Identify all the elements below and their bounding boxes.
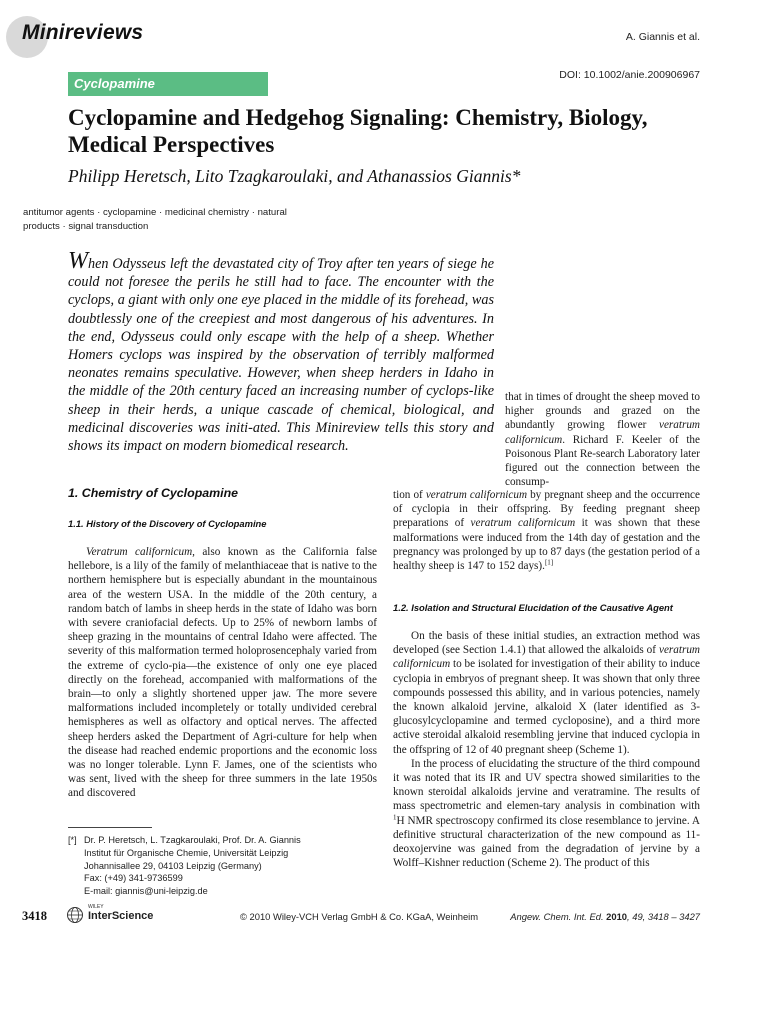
right-column-continuation: tion of veratrum californicum by pregnant sheep and the occurrence of cyclopia in their offspring. By feeding pregnant sheep preparations of veratrum californicum it was shown that these malformations were induced from the 14th day of gestation and the pregnancy was prolonged by up to 87 days (the gestation period of a healthy sheep is 147 to 152 days).[1]	[393, 489, 700, 573]
footnote-line: Johannisallee 29, 04103 Leipzig (Germany)	[84, 860, 262, 871]
journal-citation: Angew. Chem. Int. Ed. 2010, 49, 3418 – 3427	[510, 911, 700, 922]
doi-link[interactable]: DOI: 10.1002/anie.200906967	[559, 69, 700, 81]
topic-tag: Cyclopamine	[74, 76, 155, 91]
section-heading: 1. Chemistry of Cyclopamine	[68, 486, 239, 500]
body-paragraph: On the basis of these initial studies, an extraction method was developed (see Section 1.4.1) that allowed the alkaloids of veratrum californicum to be isolated for investigation of their ability to induce cyclopia in embryos of pregnant sheep. It was shown that only three compounds possessed this ability, and in various potencies, namely the known alkaloid jervine, alkaloid X (later identified as 3-glucosylcyclopamine and termed cycloposine), and a third more active steroidal alkaloid resembling jervine that induced cyclopia in the offspring of 12 of 40 pregnant sheep (Scheme 1).	[393, 630, 700, 756]
running-authors: A. Giannis et al.	[625, 31, 700, 43]
copyright: © 2010 Wiley-VCH Verlag GmbH & Co. KGaA, Weinheim	[240, 911, 479, 922]
abstract-text: hen Odysseus left the devastated city of Troy after ten years of siege he could not foresee the perils he still had to face. The encounter with the cyclops, a giant with only one eye placed in the middle of its forehead, was doubtlessly one of the creepiest and most dangerous of his adventures. In the end, Odysseus could only escape with the help of a sheep. Whether Homers cyclops was inspired by the observation of terribly malformed neonates remains speculative. However, when sheep herders in Idaho in the middle of the 20th century faced an increasing number of cyclops-like sheep in their herds, a unique cascade of chemical, biological, and medicinal discoveries was initi-ated. This Minireview tells this story and shows its impact on modern biomedical research.	[68, 256, 494, 455]
article-title: Cyclopamine and Hedgehog Signaling: Chemistry, Biology, Medical Perspectives	[68, 105, 648, 157]
footnote-email[interactable]: E-mail: giannis@uni-leipzig.de	[84, 886, 208, 897]
footnote-line: Institut für Organische Chemie, Universität Leipzig	[84, 847, 289, 858]
interscience-logo	[66, 905, 166, 925]
section-label: Minireviews	[22, 21, 144, 44]
page-number: 3418	[22, 909, 47, 923]
logo-wiley: WILEY	[88, 904, 104, 910]
drop-cap: W	[68, 248, 88, 274]
footnote-mark: [*]	[68, 835, 77, 845]
abstract	[68, 249, 494, 455]
subsection-heading-1-2: 1.2. Isolation and Structural Elucidation of the Causative Agent	[393, 602, 673, 613]
right-column-intro: that in times of drought the sheep moved to higher grounds and grazed on the abundantly growing flower veratrum californicum. Richard F. Keeler of the Poisonous Plant Re-search Laboratory later figured out the connection between the consump-	[505, 391, 700, 489]
author-footnote	[68, 834, 378, 898]
author-list: Philipp Heretsch, Lito Tzagkaroulaki, and Athanassios Giannis*	[68, 166, 521, 186]
subsection-heading-1-1: 1.1. History of the Discovery of Cyclopamine	[68, 518, 267, 529]
footnote-line: Dr. P. Heretsch, L. Tzagkaroulaki, Prof. Dr. A. Giannis	[84, 835, 301, 845]
footnote-line: Fax: (+49) 341-9736599	[84, 873, 183, 884]
body-paragraph: In the process of elucidating the structure of the third compound it was noted that its IR and UV spectra showed similarities to the known steroidal alkaloids jervine and veratramine. The results of mass spectrometric and elemen-tary analysis in combination with $^1$H NMR spectroscopy confirmed its close resemblance to jervine. A definitive structural characterization of the new compound as 11-deoxojervine was gained from the degradation of jervine by a Wolff–Kishner reduction (Scheme 2). The product of this	[393, 757, 700, 870]
footnote-rule	[68, 827, 152, 828]
body-paragraph-left: Veratrum californicum, also known as the California false hellebore, is a lily of the family of melanthiaceae that is native to the northern hemisphere but is especially abundant in the mountainous area of the western USA. In the middle of the 20th century, a random batch of lambs in sheep herds in the state of Idaho was born with severe craniofacial defects. Up to 25% of newborn lambs of sheep grazing in the mountains of central Idaho were affected. The severity of this malformation termed holoprosencephaly varied from the extreme of cyclo-pia—the existence of only one eye placed directly on the forehead, accompanied with malformations of the brain—to only a slightly shortened upper jaw. The more severe malformations included incompletely or totally undivided cerebral hemispheres as well as olfactory and optical nerves. The affected sheep herders asked the Department of Agri-culture for help when the disease had reached endemic proportions and the economic loss was no longer tolerable. Lynn F. James, one of the scientists who was sent, lived with the sheep for three summers in the late 1950s and discovered	[68, 546, 378, 800]
logo-interscience: InterScience	[88, 910, 154, 922]
citation-ref[interactable]: [1]	[544, 558, 554, 567]
subsection-1-2-body	[393, 629, 700, 870]
keywords: antitumor agents · cyclopamine · medicinal chemistry · natural products · signal transduction	[23, 207, 287, 232]
